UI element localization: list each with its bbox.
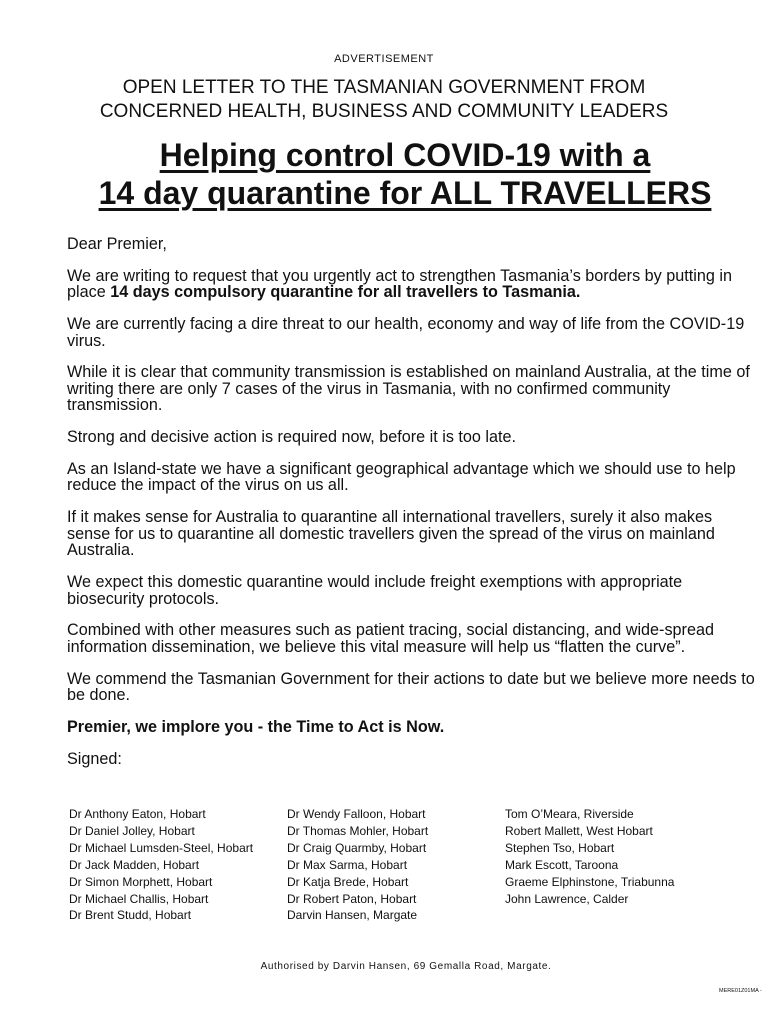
signatory: Darvin Hansen, Margate xyxy=(287,908,418,923)
signatory: Mark Escott, Taroona xyxy=(505,857,619,872)
signatory: Dr Daniel Jolley, Hobart xyxy=(69,823,195,838)
paragraph-5: As an Island-state we have a significant geographical advantage which we should use to help reduce the impact of the virus on us all. xyxy=(67,459,736,495)
greeting: Dear Premier, xyxy=(67,235,167,253)
signatory: Dr Robert Paton, Hobart xyxy=(287,891,417,906)
letter-heading-line-1: OPEN LETTER TO THE TASMANIAN GOVERNMENT FROM xyxy=(122,77,646,98)
paragraph-3: While it is clear that community transmission is established on mainland Australia, at the time of writing there are only 7 cases of the virus in Tasmania, with no confirmed community transmission. xyxy=(67,363,750,415)
signatory: Tom O’Meara, Riverside xyxy=(505,807,634,821)
signatory: Dr Thomas Mohler, Hobart xyxy=(287,823,429,838)
signatory: Dr Jack Madden, Hobart xyxy=(69,857,200,872)
paragraph-2: We are currently facing a dire threat to our health, economy and way of life from the COVID-19 virus. xyxy=(67,315,745,350)
paragraph-8: Combined with other measures such as patient tracing, social distancing, and wide-spread information dissemination, we believe this vital measure will help us “flatten the curve”. xyxy=(67,621,714,656)
paragraph-7: We expect this domestic quarantine would include freight exemptions with appropriate biosecurity protocols. xyxy=(67,573,683,608)
headline xyxy=(0,136,768,212)
signatories-column-2 xyxy=(287,806,428,924)
paragraph-1-bold: 14 days compulsory quarantine for all travellers to Tasmania. xyxy=(110,283,581,302)
letter-heading-line-2: CONCERNED HEALTH, BUSINESS AND COMMUNITY LEADERS xyxy=(99,101,669,122)
headline-line-2: 14 day quarantine for ALL TRAVELLERS xyxy=(98,175,712,211)
letter-body xyxy=(67,236,757,783)
paragraph-6: If it makes sense for Australia to quarantine all international travellers, surely it also makes sense for us to quarantine all domestic travellers given the spread of the virus on mainland Australia. xyxy=(67,508,715,560)
print-code: MERE01Z01MA - xyxy=(719,988,762,994)
signatory: Dr Max Sarma, Hobart xyxy=(287,857,408,872)
signatory: John Lawrence, Calder xyxy=(505,891,629,906)
signatory: Stephen Tso, Hobart xyxy=(505,840,615,855)
signatory: Dr Michael Lumsden-Steel, Hobart xyxy=(69,840,254,855)
signatory: Dr Wendy Falloon, Hobart xyxy=(287,807,426,821)
headline-line-1: Helping control COVID-19 with a xyxy=(159,137,651,173)
authorisation-notice: Authorised by Darvin Hansen, 69 Gemalla Road, Margate. xyxy=(260,961,552,972)
signatory: Dr Michael Challis, Hobart xyxy=(69,891,209,906)
signed-label: Signed: xyxy=(67,749,122,768)
paragraph-1-text: We are writing to request that you urgently act to strengthen Tasmania’s borders by putting in place xyxy=(67,266,732,302)
signatories-column-3 xyxy=(505,806,674,907)
signatory: Dr Anthony Eaton, Hobart xyxy=(69,807,206,821)
signatory: Graeme Elphinstone, Triabunna xyxy=(505,874,675,889)
signatory: Dr Simon Morphett, Hobart xyxy=(69,874,213,889)
closing-line: Premier, we implore you - the Time to Act is Now. xyxy=(67,717,445,736)
paragraph-4: Strong and decisive action is required now, before it is too late. xyxy=(67,428,517,447)
paragraph-1 xyxy=(67,268,757,301)
advertisement-label: ADVERTISEMENT xyxy=(334,53,434,65)
signatory: Dr Brent Studd, Hobart xyxy=(69,908,192,923)
signatories-column-1 xyxy=(69,806,253,924)
signatory: Robert Mallett, West Hobart xyxy=(505,823,653,838)
paragraph-9: We commend the Tasmanian Government for their actions to date but we believe more needs to be done. xyxy=(67,669,755,705)
signatory: Dr Katja Brede, Hobart xyxy=(287,874,409,889)
letter-heading xyxy=(0,76,768,124)
signatory: Dr Craig Quarmby, Hobart xyxy=(287,840,427,855)
